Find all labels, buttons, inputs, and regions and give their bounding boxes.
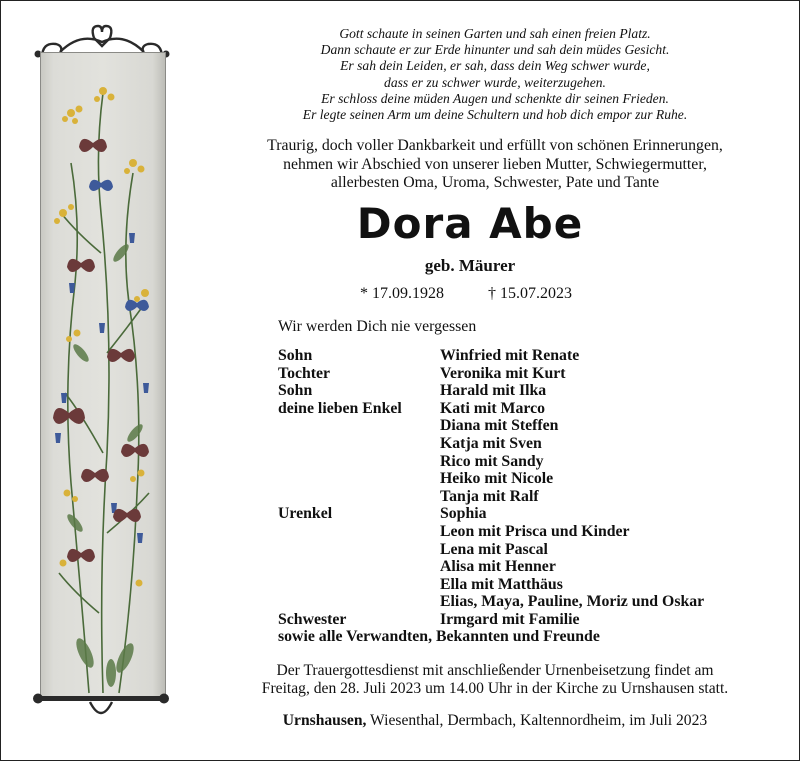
place-date-line	[200, 712, 790, 730]
deceased-name: Dora Abe	[356, 199, 584, 248]
mourner-name: Katja mit Sven	[440, 434, 542, 452]
tapestry-image	[40, 52, 166, 699]
service-info	[200, 662, 790, 699]
poem-line: Er legte seinen Arm um deine Schultern und hob dich empor zur Ruhe.	[302, 107, 688, 123]
relation: Schwester	[278, 610, 347, 628]
service-line: Der Trauergottesdienst mit anschließender Urnenbeisetzung findet am	[276, 662, 714, 679]
service-line: Freitag, den 28. Juli 2023 um 14.00 Uhr in der Kirche zu Urnshausen statt.	[261, 680, 729, 698]
mourner-name: Alisa mit Henner	[440, 558, 556, 576]
maiden-name: geb. Mäurer	[424, 256, 516, 275]
mourner-name: Irmgard mit Familie	[440, 610, 580, 628]
mourner-name: Ella mit Matthäus	[440, 575, 563, 593]
poem-line: Er sah dein Leiden, er sah, dass dein Weg schwer wurde,	[340, 58, 650, 74]
poem-line: dass er zu schwer wurde, weiterzugehen.	[384, 74, 606, 90]
intro-line: allerbesten Oma, Uroma, Schwester, Pate und Tante	[330, 174, 660, 192]
mourner-name: Veronika mit Kurt	[440, 364, 566, 382]
place-rest: Wiesenthal, Dermbach, Kaltennordheim, im Juli 2023	[366, 712, 708, 729]
mourner-name: Winfried mit Renate	[440, 347, 580, 364]
relation: Tochter	[278, 364, 331, 382]
mourner-name: Leon mit Prisca und Kinder	[440, 522, 630, 540]
mourner-name: Lena mit Pascal	[440, 540, 548, 558]
remember-line: Wir werden Dich nie vergessen	[278, 318, 477, 335]
mourner-name: Diana mit Steffen	[440, 417, 559, 435]
poem-line: Er schloss deine müden Augen und schenkte dir seinen Frieden.	[321, 90, 669, 106]
mourner-name: Heiko mit Nicole	[440, 470, 554, 488]
bottom-rod-icon	[30, 690, 172, 728]
relation: deine lieben Enkel	[278, 399, 402, 417]
poem-line: Dann schaute er zur Erde hinunter und sah dein müdes Gesicht.	[320, 42, 670, 58]
mourner-name: Tanja mit Ralf	[440, 487, 539, 505]
birth-date: * 17.09.1928	[360, 285, 444, 302]
poem-line: Gott schaute in seinen Garten und sah einen freien Platz.	[339, 26, 651, 41]
closing-line: sowie alle Verwandten, Bekannten und Freunde	[278, 628, 600, 645]
mourner-name: Rico mit Sandy	[440, 452, 544, 470]
relation: Sohn	[278, 347, 313, 364]
mourner-name: Sophia	[440, 505, 487, 523]
relation: Urenkel	[278, 505, 333, 523]
mourner-name: Elias, Maya, Pauline, Moriz und Oskar	[440, 593, 705, 611]
poem	[215, 26, 775, 123]
intro-text	[210, 137, 780, 193]
mourner-name: Kati mit Marco	[440, 399, 545, 417]
relation: Sohn	[278, 382, 313, 400]
death-date: † 15.07.2023	[488, 285, 572, 302]
mourner-name: Harald mit Ilka	[440, 382, 547, 400]
intro-line: Traurig, doch voller Dankbarkeit und erfüllt von schönen Erinnerungen,	[267, 137, 723, 154]
intro-line: nehmen wir Abschied von unserer lieben Mutter, Schwiegermutter,	[283, 155, 707, 173]
place-town: Urnshausen,	[282, 712, 367, 729]
